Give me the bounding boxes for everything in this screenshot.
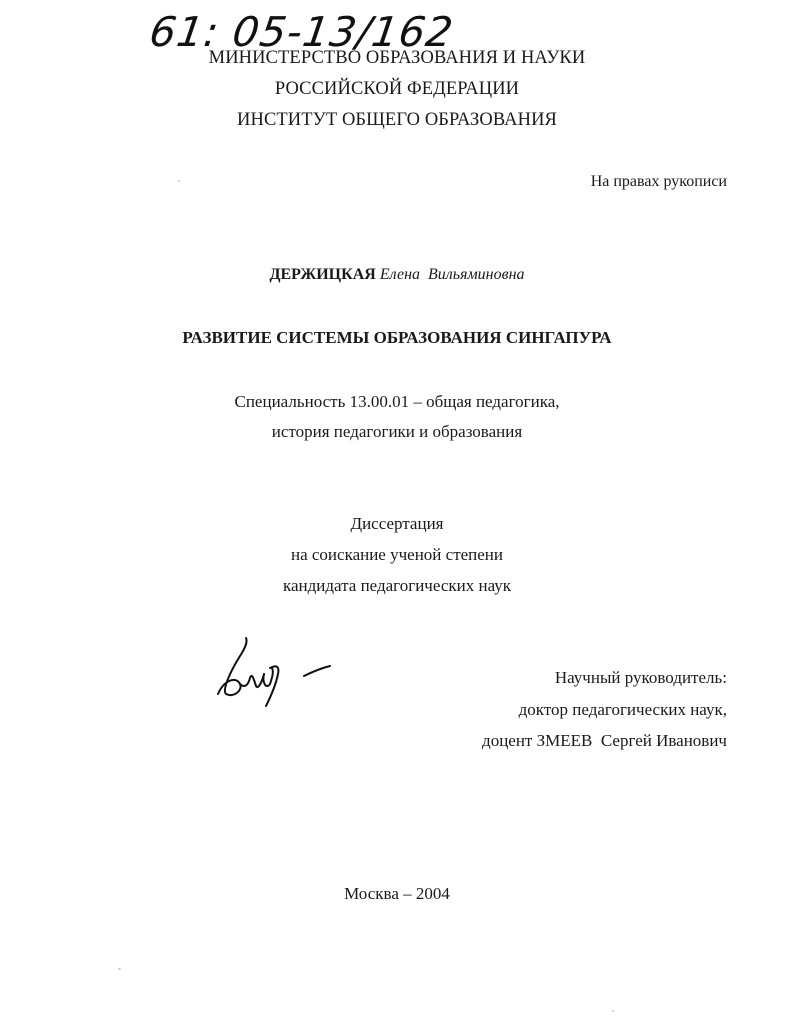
specialty-line-1: Специальность 13.00.01 – общая педагогика,: [234, 392, 560, 411]
scan-speck: [612, 1010, 614, 1012]
handwritten-archive-number: 61: 05-13/162: [146, 8, 457, 56]
scan-speck: [178, 180, 180, 182]
specialty-line-2: история педагогики и образования: [271, 422, 523, 441]
dissertation-title: РАЗВИТИЕ СИСТЕМЫ ОБРАЗОВАНИЯ СИНГАПУРА: [182, 328, 612, 347]
handwritten-signature: [210, 632, 340, 712]
author-name: [0, 266, 794, 284]
header-ministry-line: МИНИСТЕРСТВО ОБРАЗОВАНИЯ И НАУКИ: [208, 48, 586, 68]
author-surname: ДЕРЖИЦКАЯ: [269, 266, 376, 283]
degree-application-line: на соискание ученой степени: [290, 545, 504, 564]
author-given-names: Елена Вильяминовна: [379, 266, 525, 283]
manuscript-rights-note: На правах рукописи: [590, 173, 727, 190]
supervisor-degree: доктор педагогических наук,: [518, 700, 727, 719]
supervisor-label: Научный руководитель:: [554, 668, 727, 687]
header-institute-line: ИНСТИТУТ ОБЩЕГО ОБРАЗОВАНИЯ: [237, 110, 557, 130]
scan-speck: [118, 968, 121, 970]
place-and-year: Москва – 2004: [344, 884, 450, 903]
supervisor-name: доцент ЗМЕЕВ Сергей Иванович: [482, 731, 727, 750]
degree-name-line: кандидата педагогических наук: [282, 576, 512, 595]
header-country-line: РОССИЙСКОЙ ФЕДЕРАЦИИ: [274, 79, 520, 99]
dissertation-label: Диссертация: [350, 514, 444, 533]
